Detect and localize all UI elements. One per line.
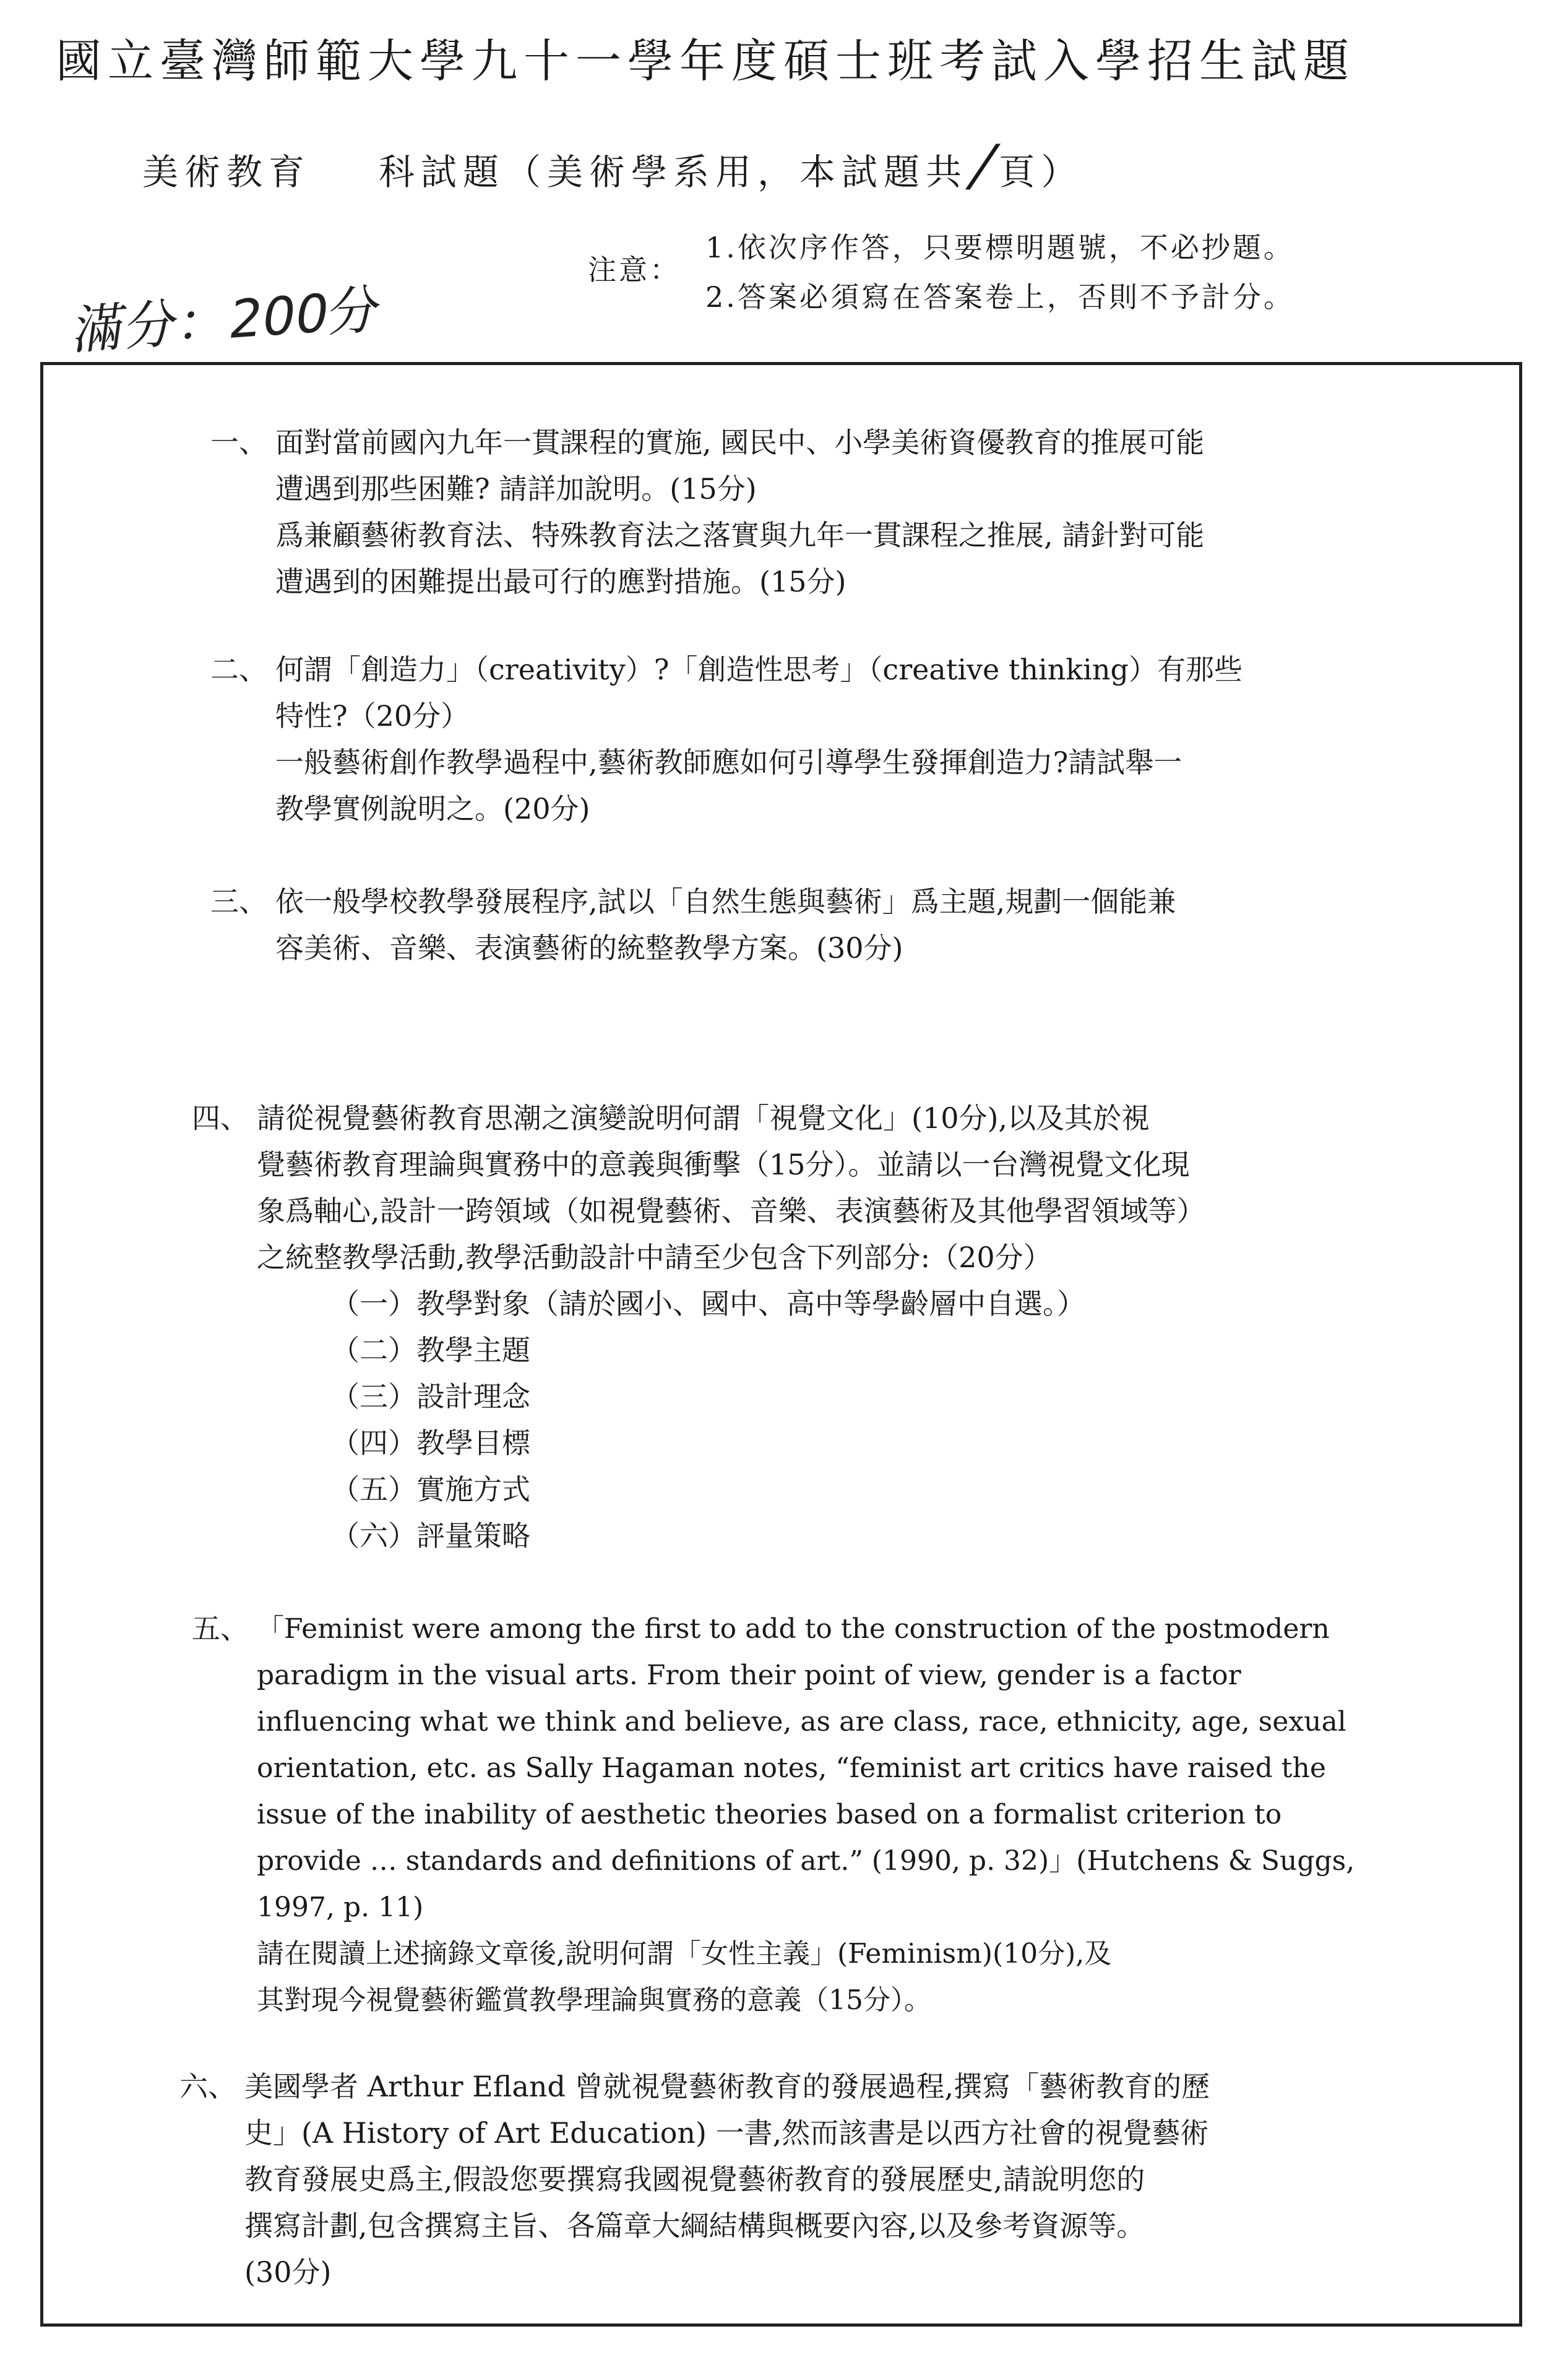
question-line: issue of the inability of aesthetic theories based on a formalist criterion to [257, 1799, 1282, 1830]
question-line: 1997, p. 11) [257, 1892, 424, 1923]
subject-line [142, 133, 1504, 198]
question-number: 一、 [210, 426, 267, 459]
question-subitem: （五）實施方式 [331, 1473, 530, 1506]
question-line: 特性?（20分） [275, 699, 470, 733]
question-box [40, 362, 1522, 2327]
notice-item: 1.依次序作答，只要標明題號，不必抄題。 [705, 231, 1294, 264]
question-6 [179, 2064, 1210, 2296]
notice-item: 2.答案必須寫在答案卷上，否則不予計分。 [705, 280, 1294, 314]
question-line: 遭遇到那些困難? 請詳加說明。(15分) [275, 472, 757, 506]
subject-suffix: 科試題（美術學系用，本試題共 [379, 151, 968, 193]
notice-label: 注意： [588, 253, 681, 286]
question-subitem: （一）教學對象（請於國小、國中、高中等學齡層中自選。） [331, 1287, 1085, 1320]
question-line: 覺藝術教育理論與實務中的意義與衝擊（15分）。並請以一台灣視覺文化現 [257, 1148, 1190, 1181]
question-line: orientation, etc. as Sally Hagaman notes, “feminist art critics have raised the [257, 1752, 1326, 1784]
question-line: 一般藝術創作教學過程中,藝術教師應如何引導學生發揮創造力?請試舉一 [275, 746, 1182, 779]
question-subitem: （三）設計理念 [331, 1380, 530, 1413]
question-line: paradigm in the visual arts. From their point of view, gender is a factor [257, 1660, 1241, 1691]
question-line: 教學實例說明之。(20分) [275, 792, 590, 825]
exam-title: 國立臺灣師範大學九十一學年度碩士班考試入學招生試題 [56, 35, 1355, 88]
question-number: 五、 [192, 1612, 249, 1645]
question-3 [210, 879, 1176, 971]
question-line: 之統整教學活動,教學活動設計中請至少包含下列部分:（20分） [257, 1241, 1052, 1274]
question-number: 三、 [210, 885, 267, 918]
question-line: 爲兼顧藝術教育法、特殊教育法之落實與九年一貫課程之推展, 請針對可能 [275, 519, 1205, 552]
question-2 [210, 647, 1243, 832]
question-line: 面對當前國內九年一貫課程的實施, 國民中、小學美術資優教育的推展可能 [275, 426, 1205, 459]
question-line: 依一般學校教學發展程序,試以「自然生態與藝術」爲主題,規劃一個能兼 [275, 885, 1176, 918]
handwritten-score-note: 滿分：200分 [69, 278, 385, 361]
question-number: 四、 [192, 1101, 249, 1135]
question-4 [192, 1095, 1205, 1559]
subject-name: 美術教育 [142, 151, 311, 193]
question-5 [192, 1606, 1355, 2023]
question-line: provide … standards and definitions of art.” (1990, p. 32)」(Hutchens & Suggs, [257, 1845, 1355, 1877]
question-line: 史」(A History of Art Education) 一書,然而該書是以西方社會的視覺藝術 [244, 2116, 1209, 2150]
question-line: 象爲軸心,設計一跨領域（如視覺藝術、音樂、表演藝術及其他學習領域等） [257, 1194, 1205, 1228]
question-line: 教育發展史爲主,假設您要撰寫我國視覺藝術教育的發展歷史,請說明您的 [244, 2163, 1145, 2196]
question-line: 容美術、音樂、表演藝術的統整教學方案。(30分) [275, 931, 903, 965]
question-line: 請在閱讀上述摘錄文章後,說明何謂「女性主義」(Feminism)(10分),及 [257, 1938, 1112, 1970]
question-line: 美國學者 Arthur Efland 曾就視覺藝術教育的發展過程,撰寫「藝術教育的歷 [244, 2070, 1210, 2103]
question-line: 遭遇到的困難提出最可行的應對措施。(15分) [275, 565, 846, 598]
question-number: 六、 [179, 2070, 236, 2103]
question-subitem: （六）評量策略 [331, 1519, 530, 1553]
question-line: 何謂「創造力」（creativity）?「創造性思考」（creative thinking）有那些 [275, 653, 1243, 686]
question-line: 請從視覺藝術教育思潮之演變說明何謂「視覺文化」(10分),以及其於視 [257, 1101, 1150, 1135]
question-subitem: （二）教學主題 [331, 1333, 530, 1367]
page-count: / [962, 133, 1005, 198]
question-subitem: （四）教學目標 [331, 1426, 530, 1460]
question-1 [210, 420, 1204, 605]
question-line: influencing what we think and believe, as are class, race, ethnicity, age, sexual [257, 1706, 1346, 1738]
question-line: (30分) [244, 2255, 332, 2289]
question-number: 二、 [210, 653, 267, 686]
question-line: 「Feminist were among the first to add to the construction of the postmodern [257, 1613, 1330, 1645]
subject-end: 頁） [999, 151, 1083, 193]
question-line: 撰寫計劃,包含撰寫主旨、各篇章大綱結構與概要內容,以及參考資源等。 [244, 2209, 1145, 2242]
question-line: 其對現今視覺藝術鑑賞教學理論與實務的意義（15分）。 [257, 1984, 931, 2016]
